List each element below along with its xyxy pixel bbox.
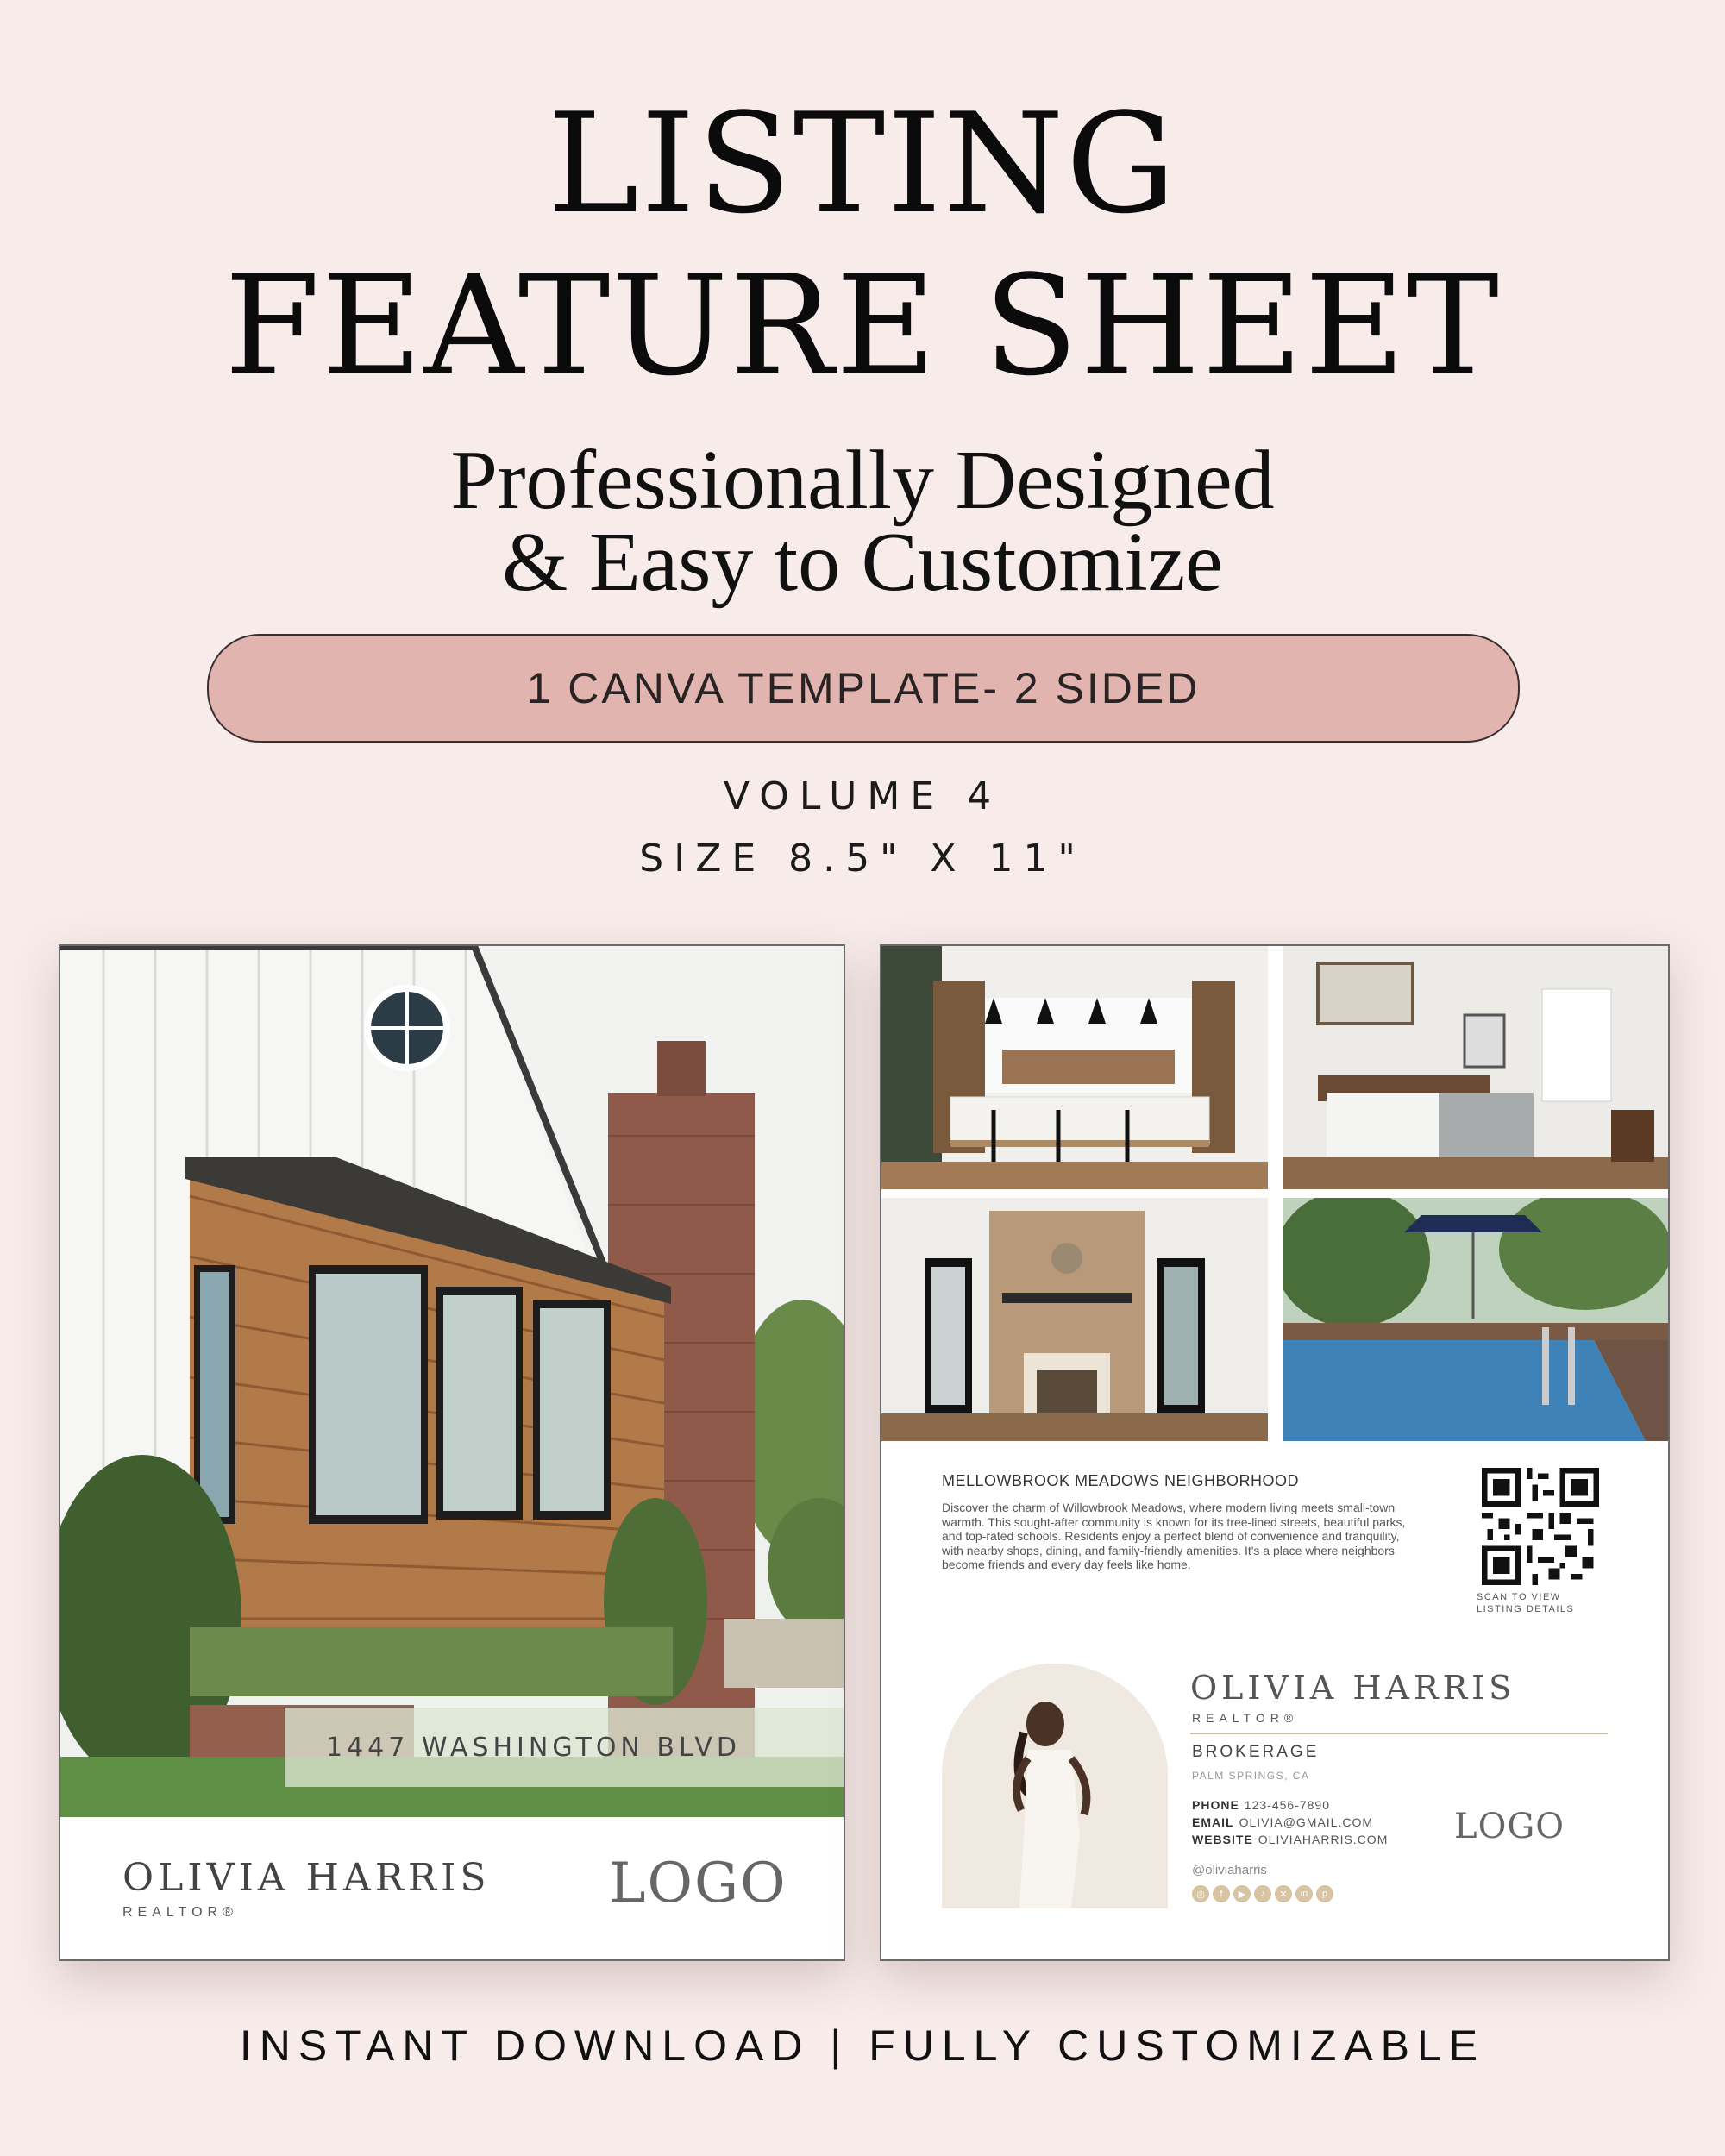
qr-code-icon xyxy=(1482,1468,1599,1585)
agent-portrait-photo xyxy=(942,1664,1168,1908)
bedroom-photo xyxy=(1283,946,1668,1189)
tiktok-icon: ♪ xyxy=(1254,1885,1271,1902)
volume-label: VOLUME 4 xyxy=(723,774,1002,818)
website-value: OLIVIAHARRIS.COM xyxy=(1258,1833,1389,1846)
front-agent-name: OLIVIA HARRIS xyxy=(122,1856,491,1900)
title-line-1: LISTING xyxy=(547,83,1178,244)
youtube-icon: ▶ xyxy=(1233,1885,1251,1902)
social-handle: @oliviaharris xyxy=(1192,1863,1267,1877)
front-page-preview xyxy=(59,944,845,1961)
fireplace-photo xyxy=(881,1198,1268,1441)
title-line-2: FEATURE SHEET xyxy=(224,245,1501,406)
pool-photo xyxy=(1283,1198,1668,1441)
back-page-preview xyxy=(880,944,1670,1961)
kitchen-photo xyxy=(881,946,1268,1189)
instagram-icon: ◎ xyxy=(1192,1885,1209,1902)
pinterest-icon: p xyxy=(1316,1885,1333,1902)
subtitle-line-2: & Easy to Customize xyxy=(502,516,1223,609)
linkedin-icon: in xyxy=(1295,1885,1313,1902)
website-label: WEBSITE xyxy=(1192,1833,1253,1846)
x-icon: ✕ xyxy=(1275,1885,1292,1902)
contact-website xyxy=(1192,1833,1388,1846)
contact-phone xyxy=(1192,1798,1330,1812)
neighborhood-description: Discover the charm of Willowbrook Meadows, where modern living meets small-town warmth. This sought-after community is known for its tree-lined streets, beautiful parks, and top-rated schools. Residents enjoy a perfect blend of convenience and tranquility, with nearby shops, dining, and family-friendly amenities. It's a place where neighbors become friends and every day feels like home. xyxy=(942,1501,1406,1571)
qr-caption xyxy=(1477,1591,1606,1615)
back-logo: LOGO xyxy=(1454,1807,1565,1846)
back-agent-name: OLIVIA HARRIS xyxy=(1190,1669,1516,1707)
neighborhood-title: MELLOWBROOK MEADOWS NEIGHBORHOOD xyxy=(942,1472,1300,1489)
contact-email xyxy=(1192,1815,1373,1829)
size-label: SIZE 8.5" X 11" xyxy=(639,837,1086,881)
brokerage-name: BROKERAGE xyxy=(1192,1743,1320,1761)
footer-tagline: INSTANT DOWNLOAD | FULLY CUSTOMIZABLE xyxy=(239,2021,1486,2070)
address-banner: 1447 WASHINGTON BLVD xyxy=(285,1708,844,1787)
social-icons xyxy=(1192,1885,1333,1902)
back-agent-role: REALTOR® xyxy=(1192,1711,1299,1725)
email-label: EMAIL xyxy=(1192,1815,1234,1829)
qr-caption-line-1: SCAN TO VIEW xyxy=(1477,1592,1561,1602)
front-logo: LOGO xyxy=(609,1852,787,1915)
divider xyxy=(1190,1733,1608,1734)
brokerage-location: PALM SPRINGS, CA xyxy=(1192,1770,1310,1782)
facebook-icon: f xyxy=(1213,1885,1230,1902)
subtitle-line-1: Professionally Designed xyxy=(450,434,1275,527)
template-count-pill: 1 CANVA TEMPLATE- 2 SIDED xyxy=(207,634,1520,743)
phone-label: PHONE xyxy=(1192,1798,1239,1812)
phone-value: 123-456-7890 xyxy=(1244,1798,1330,1812)
house-exterior-photo xyxy=(60,946,844,1817)
email-value: OLIVIA@GMAIL.COM xyxy=(1239,1815,1374,1829)
front-agent-role: REALTOR® xyxy=(122,1905,238,1920)
qr-caption-line-2: LISTING DETAILS xyxy=(1477,1604,1575,1614)
